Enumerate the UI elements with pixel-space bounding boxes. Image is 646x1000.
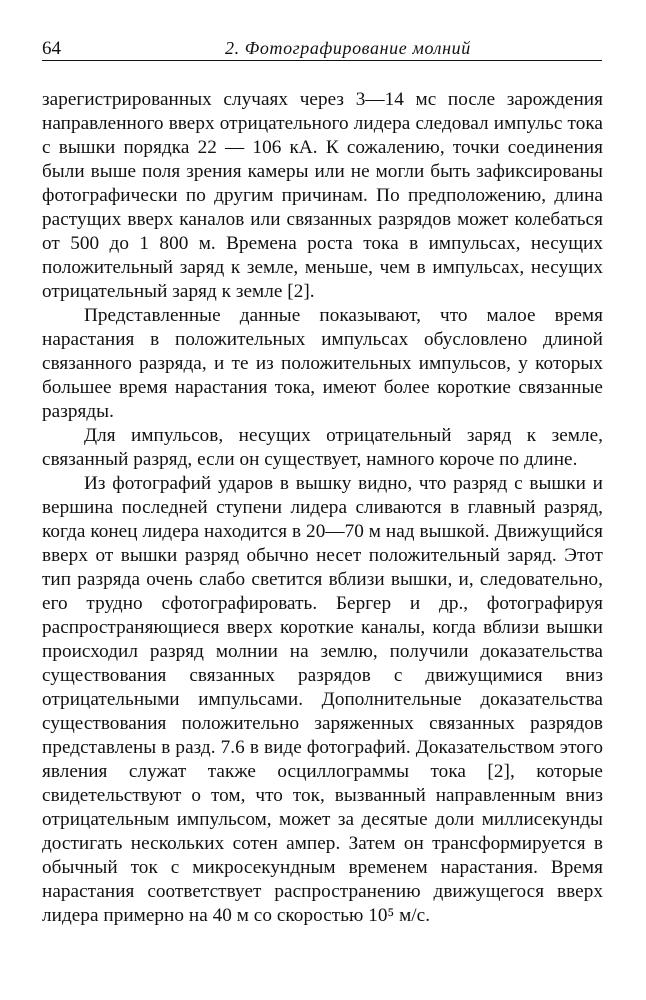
- paragraph-continuation: зарегистрированных случаях через 3—14 мс после зарождения направленного вверх отрицательного лидера следовал импульс тока с вышки порядка 22 — 106 кА. К сожалению, точки соединения были выше поля зрения камеры или не могли быть зафиксированы фотографически по другим причинам. По предположению, длина растущих вверх каналов или связанных разрядов может колебаться от 500 до 1 800 м. Времена роста тока в импульсах, несущих положительный заряд к земле, меньше, чем в импульсах, несущих отрицательный заряд к земле [2].: [42, 89, 603, 302]
- running-title: 2. Фотографирование молний: [225, 38, 471, 58]
- paragraph-tower-strikes: Из фотографий ударов в вышку видно, что разряд с вышки и вершина последней ступени лидера сливаются в главный разряд, когда конец лидера находится в 20—70 м над вышкой. Движущийся вверх от вышки разряд обычно несет положительный заряд. Этот тип разряда очень слабо светится вблизи вышки, и, следовательно, его трудно сфотографировать. Бергер и др., фотографируя распространяющиеся вверх короткие каналы, когда вблизи вышки происходил разряд молнии на землю, получили доказательства существования связанных разрядов с движущимися вниз отрицательными импульсами. Дополнительные доказательства существования положительно заряженных связанных разрядов представлены в разд. 7.6 в виде фотографий. Доказательством этого явления служат также осциллограммы тока [2], которые свидетельствуют о том, что ток, вызванный направленным вниз отрицательным импульсом, может за десятые доли миллисекунды достигать нескольких сотен ампер. Затем он трансформируется в обычный ток с микросекундным временем нарастания. Время нарастания соответствует распространению движущегося вверх лидера примерно на 40 м со скоростью 10⁵ м/с.: [42, 473, 603, 926]
- paragraph-rise-time: Представленные данные показывают, что малое время нарастания в положительных импульсах обусловлено длиной связанного разряда, и те из положительных импульсов, у которых большее время нарастания тока, имеют более короткие связанные разряды.: [42, 305, 603, 422]
- running-header: [42, 34, 602, 61]
- paragraph-negative-impulses: Для импульсов, несущих отрицательный заряд к земле, связанный разряд, если он существует, намного короче по длине.: [42, 425, 603, 470]
- page-number: 64: [42, 38, 61, 59]
- body-text: [42, 88, 603, 928]
